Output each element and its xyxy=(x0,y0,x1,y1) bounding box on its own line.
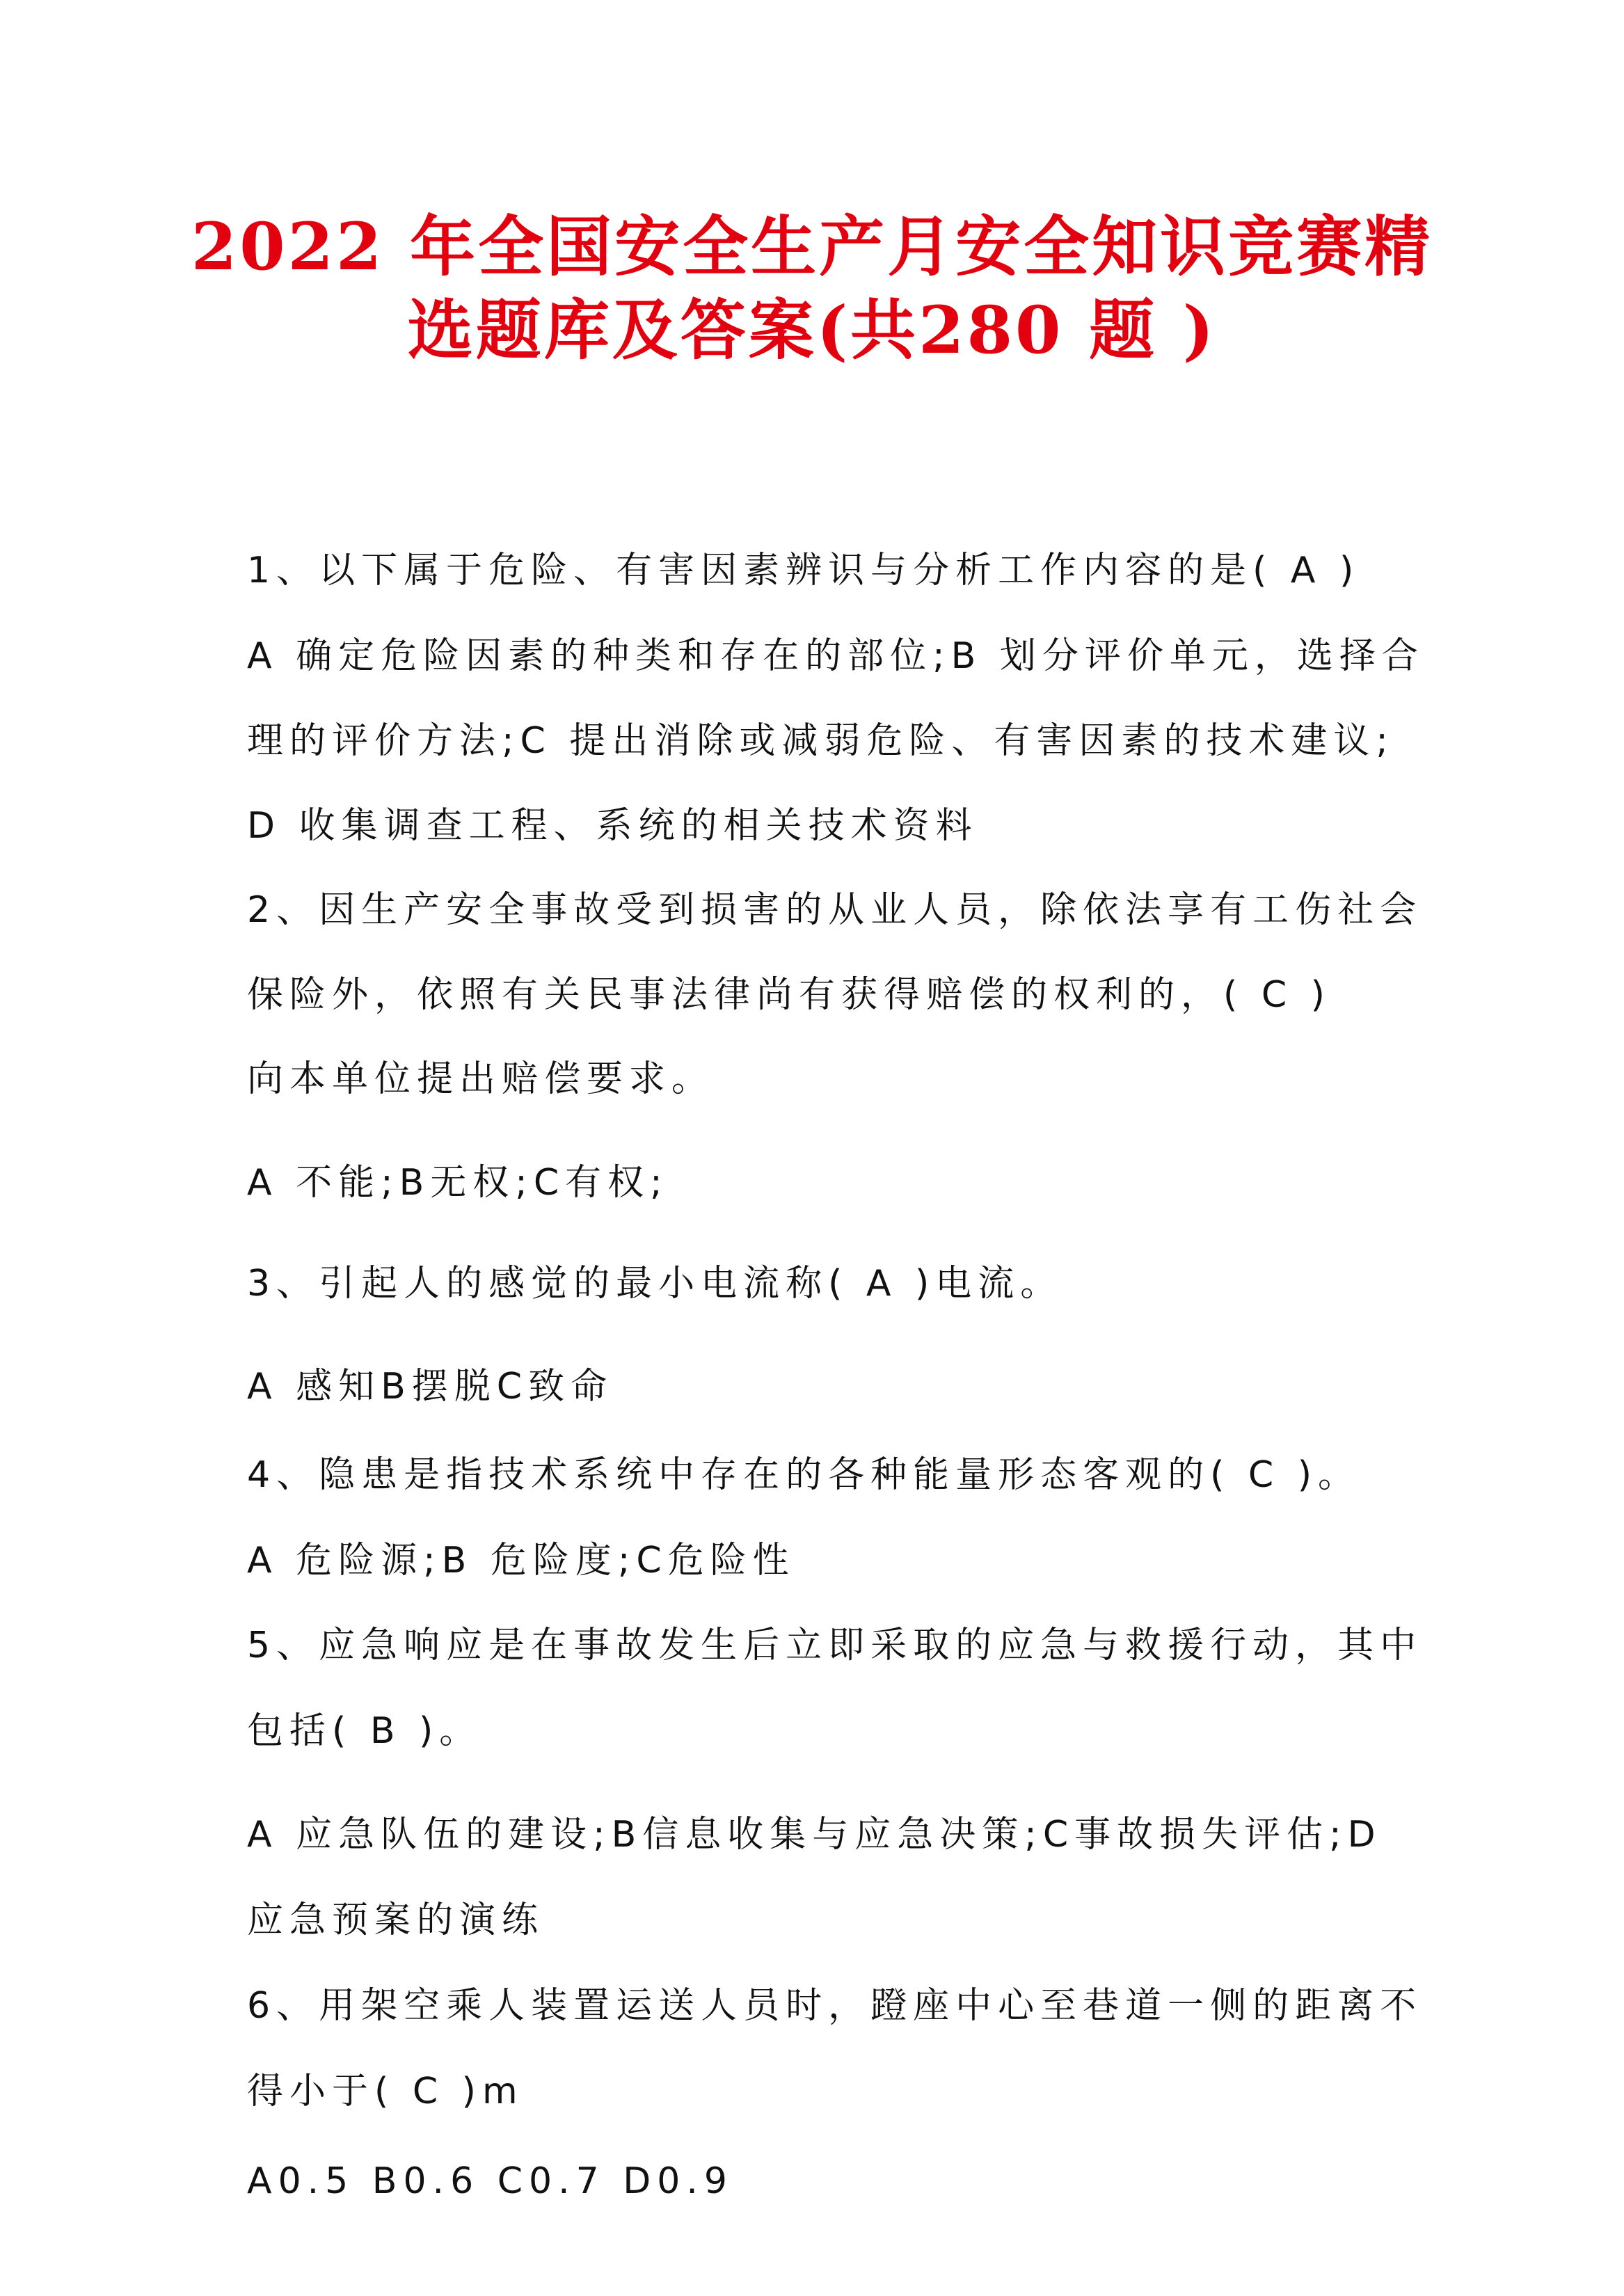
question-4-stem: 4、隐患是指技术系统中存在的各种能量形态客观的( C )。 xyxy=(247,1454,1361,1496)
question-5-options: A 应急队伍的建设;B信息收集与应急决策;C事故损失评估;D xyxy=(247,1814,1382,1856)
question-1-options: 理的评价方法;C 提出消除或减弱危险、有害因素的技术建议; xyxy=(247,720,1394,762)
document-title-line-2: 选题库及答案(共280 题 ) xyxy=(407,292,1217,369)
question-6-stem: 得小于( C )m xyxy=(247,2071,524,2112)
question-5-stem: 5、应急响应是在事故发生后立即采取的应急与救援行动，其中 xyxy=(247,1625,1423,1666)
question-1-stem: 1、以下属于危险、有害因素辨识与分析工作内容的是( A ) xyxy=(247,550,1360,591)
question-2-stem: 2、因生产安全事故受到损害的从业人员，除依法享有工伤社会 xyxy=(247,889,1423,931)
question-6-stem: 6、用架空乘人装置运送人员时，蹬座中心至巷道一侧的距离不 xyxy=(247,1985,1423,2027)
question-2-options: A 不能;B无权;C有权; xyxy=(247,1162,669,1204)
question-2-stem: 保险外，依照有关民事法律尚有获得赔偿的权利的，( C ) xyxy=(247,974,1331,1016)
document-title-line-1: 2022 年全国安全生产月安全知识竞赛精 xyxy=(191,209,1433,285)
question-1-options: D 收集调查工程、系统的相关技术资料 xyxy=(247,805,978,847)
question-3-stem: 3、引起人的感觉的最小电流称( A )电流。 xyxy=(247,1263,1063,1305)
question-3-options: A 感知B摆脱C致命 xyxy=(247,1366,614,1408)
question-5-stem: 包括( B )。 xyxy=(247,1710,482,1752)
question-5-options: 应急预案的演练 xyxy=(247,1899,545,1941)
question-6-options: A0.5 B0.6 C0.7 D0.9 xyxy=(247,2160,733,2202)
question-2-stem: 向本单位提出赔偿要求。 xyxy=(247,1058,715,1100)
question-4-options: A 危险源;B 危险度;C危险性 xyxy=(247,1540,795,1581)
question-1-options: A 确定危险因素的种类和存在的部位;B 划分评价单元，选择合 xyxy=(247,635,1424,677)
